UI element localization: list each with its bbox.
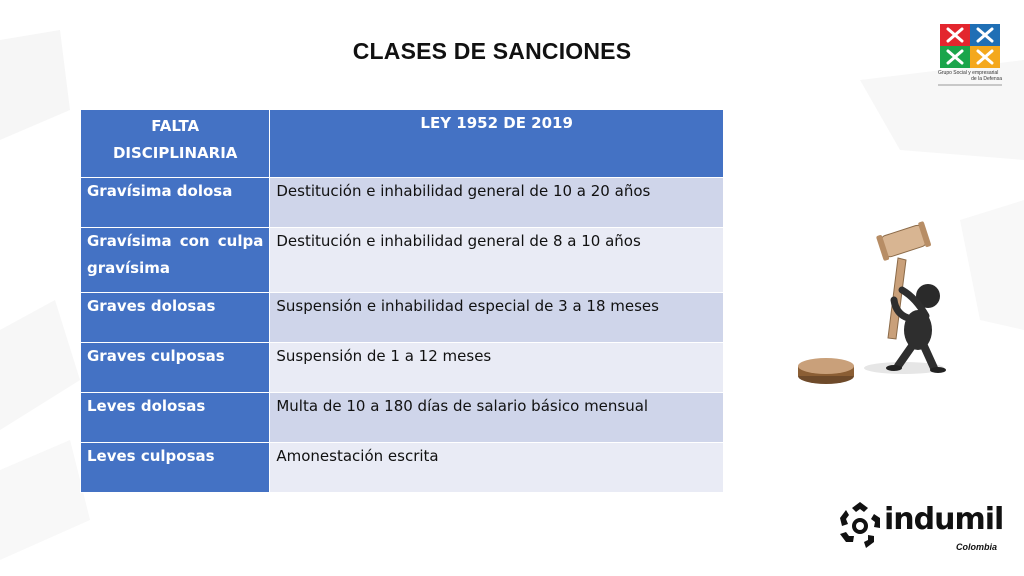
group-logo <box>938 22 1002 88</box>
falta-cell: Graves dolosas <box>81 293 270 343</box>
table-row <box>81 228 724 293</box>
falta-cell: Leves culposas <box>81 443 270 493</box>
indumil-country: Colombia <box>956 542 998 552</box>
indumil-wordmark: indumil <box>884 502 1004 537</box>
table-row <box>81 293 724 343</box>
indumil-logo <box>836 498 1006 554</box>
table-header-row <box>81 110 724 178</box>
gavel-figure-illustration <box>786 218 956 390</box>
sanctions-table <box>80 109 724 493</box>
sancion-cell: Suspensión e inhabilidad especial de 3 a 18 meses <box>270 293 724 343</box>
table-row <box>81 178 724 228</box>
group-logo-underline <box>938 84 1002 86</box>
falta-cell: Gravísima dolosa <box>81 178 270 228</box>
group-logo-caption-2: de la Defensa <box>971 76 1002 82</box>
falta-cell: Graves culposas <box>81 343 270 393</box>
group-logo-icon <box>940 24 1000 68</box>
indumil-emblem-icon <box>836 500 884 552</box>
sancion-cell: Destitución e inhabilidad general de 8 a 10 años <box>270 228 724 293</box>
table-row <box>81 393 724 443</box>
page-title: CLASES DE SANCIONES <box>352 38 632 64</box>
table-row <box>81 343 724 393</box>
header-ley: LEY 1952 DE 2019 <box>270 110 724 178</box>
table-row <box>81 443 724 493</box>
sancion-cell: Destitución e inhabilidad general de 10 a 20 años <box>270 178 724 228</box>
falta-cell: Gravísima con culpa gravísima <box>81 228 270 293</box>
sancion-cell: Multa de 10 a 180 días de salario básico mensual <box>270 393 724 443</box>
falta-cell: Leves dolosas <box>81 393 270 443</box>
sancion-cell: Suspensión de 1 a 12 meses <box>270 343 724 393</box>
sancion-cell: Amonestación escrita <box>270 443 724 493</box>
group-logo-caption-1: Grupo Social y empresarial <box>938 70 999 76</box>
header-falta: FALTA DISCIPLINARIA <box>81 110 270 178</box>
